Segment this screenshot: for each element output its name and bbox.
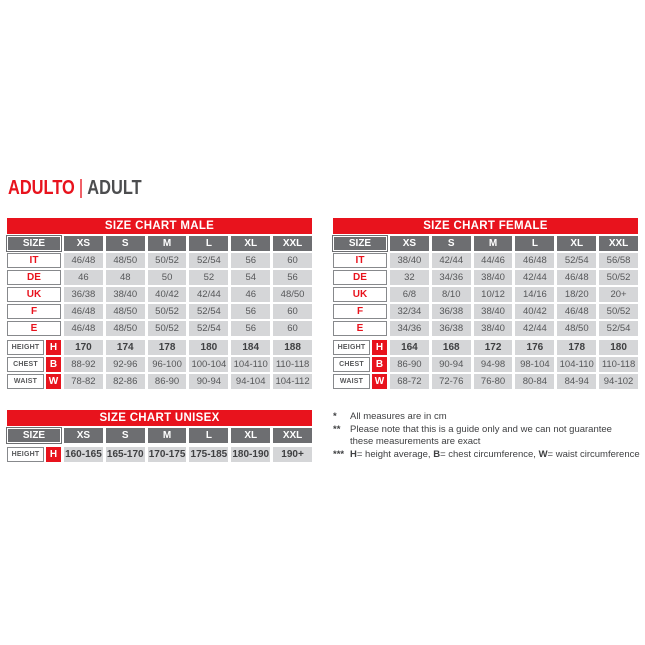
page-title-secondary: ADULT xyxy=(87,177,142,199)
measure-value-cell: 110-118 xyxy=(599,357,638,372)
size-value-cell: 46 xyxy=(64,270,103,285)
size-value-cell: 48/50 xyxy=(106,321,145,336)
measure-label-group xyxy=(7,340,61,355)
measure-value-cell: 170 xyxy=(64,340,103,355)
size-system-label: DE xyxy=(333,270,387,285)
measure-value-cell: 84-94 xyxy=(557,374,596,389)
column-header-l: L xyxy=(189,428,228,443)
size-value-cell: 56 xyxy=(231,321,270,336)
size-system-label: IT xyxy=(333,253,387,268)
measure-value-cell: 94-104 xyxy=(231,374,270,389)
measure-value-cell: 94-98 xyxy=(474,357,513,372)
footnote-item xyxy=(333,449,643,462)
measure-row-label: WAIST xyxy=(333,374,370,389)
measure-value-cell: 94-102 xyxy=(599,374,638,389)
measure-value-cell: 176 xyxy=(515,340,554,355)
footnote-marker: * xyxy=(333,411,337,422)
measure-letter-badge: B xyxy=(372,357,387,372)
column-header-xl: XL xyxy=(231,236,270,251)
size-value-cell: 6/8 xyxy=(390,287,429,302)
size-system-label: F xyxy=(333,304,387,319)
male-column-header-row xyxy=(7,236,312,251)
unisex-chart-banner: SIZE CHART UNISEX xyxy=(7,410,312,426)
size-value-cell: 46/48 xyxy=(515,253,554,268)
size-value-cell: 36/38 xyxy=(64,287,103,302)
size-value-cell: 48/50 xyxy=(106,253,145,268)
female-size-row-uk xyxy=(333,287,638,302)
size-value-cell: 52 xyxy=(189,270,228,285)
measure-letter-badge: W xyxy=(46,374,61,389)
size-value-cell: 56 xyxy=(231,253,270,268)
measure-label-group xyxy=(7,447,61,462)
male-chart-banner: SIZE CHART MALE xyxy=(7,218,312,234)
size-value-cell: 46/48 xyxy=(557,270,596,285)
size-value-cell: 56 xyxy=(273,270,312,285)
column-header-xxl: XXL xyxy=(273,236,312,251)
page-title-divider: | xyxy=(78,177,84,199)
size-value-cell: 50/52 xyxy=(599,304,638,319)
measure-value-cell: 175-185 xyxy=(190,449,228,460)
footnote-segment: = chest circumference, xyxy=(440,448,539,460)
female-size-row-e xyxy=(333,321,638,336)
footnote-segment: = height average, xyxy=(356,448,434,460)
size-value-cell: 48 xyxy=(106,270,145,285)
column-header-xxl: XXL xyxy=(273,428,312,443)
male-measure-rows xyxy=(7,340,312,389)
size-value-cell: 38/40 xyxy=(106,287,145,302)
size-value-cell: 42/44 xyxy=(515,321,554,336)
female-measure-row-chest xyxy=(333,357,638,372)
size-value-cell: 46/48 xyxy=(557,304,596,319)
size-value-cell: 36/38 xyxy=(432,321,471,336)
column-header-s: S xyxy=(432,236,471,251)
footnote-segment: H xyxy=(350,448,357,460)
size-value-cell: 52/54 xyxy=(557,253,596,268)
female-size-row-de xyxy=(333,270,638,285)
size-header-cell: SIZE xyxy=(7,428,61,443)
male-size-row-it xyxy=(7,253,312,268)
size-value-cell: 54 xyxy=(231,270,270,285)
size-value-cell: 34/36 xyxy=(432,270,471,285)
size-value-cell: 38/40 xyxy=(474,270,513,285)
measure-value-cell: 165-170 xyxy=(106,449,144,460)
footnote-line xyxy=(350,449,643,462)
unisex-measure-rows xyxy=(7,447,312,462)
measure-value-cell: 172 xyxy=(474,340,513,355)
measure-label-group xyxy=(333,374,387,389)
size-value-cell: 48/50 xyxy=(557,321,596,336)
female-size-row-f xyxy=(333,304,638,319)
measure-value-cell: 98-104 xyxy=(515,357,554,372)
size-system-label: E xyxy=(333,321,387,336)
unisex-measure-row-height xyxy=(7,447,312,462)
size-value-cell: 36/38 xyxy=(432,304,471,319)
size-value-cell: 50/52 xyxy=(599,270,638,285)
size-value-cell: 46/48 xyxy=(64,304,103,319)
footnote-item xyxy=(333,411,643,424)
measure-value-cell: 168 xyxy=(432,340,471,355)
measure-value-cell: 178 xyxy=(557,340,596,355)
footnote-text xyxy=(350,449,643,462)
footnotes xyxy=(333,411,643,461)
measure-label-group xyxy=(333,340,387,355)
measure-row-label: CHEST xyxy=(7,357,44,372)
measure-value-cell: 170-175 xyxy=(148,449,186,460)
measure-value-cell: 104-110 xyxy=(231,357,270,372)
measure-value-cell: 178 xyxy=(148,340,187,355)
measure-letter-badge: W xyxy=(372,374,387,389)
measure-value-cell: 88-92 xyxy=(64,357,103,372)
size-value-cell: 32/34 xyxy=(390,304,429,319)
male-size-row-f xyxy=(7,304,312,319)
footnote-line xyxy=(350,411,643,424)
column-header-xl: XL xyxy=(557,236,596,251)
male-size-row-e xyxy=(7,321,312,336)
male-measure-row-waist xyxy=(7,374,312,389)
size-system-label: E xyxy=(7,321,61,336)
size-system-label: IT xyxy=(7,253,61,268)
male-measure-row-chest xyxy=(7,357,312,372)
footnote-text xyxy=(350,411,643,424)
measure-value-cell: 104-112 xyxy=(273,374,312,389)
measure-label-group xyxy=(333,357,387,372)
footnote-item xyxy=(333,424,643,449)
measure-value-cell: 76-80 xyxy=(474,374,513,389)
size-value-cell: 52/54 xyxy=(599,321,638,336)
unisex-column-header-row xyxy=(7,428,312,443)
measure-value-cell: 72-76 xyxy=(432,374,471,389)
measure-row-label: HEIGHT xyxy=(333,340,370,355)
measure-value-cell: 86-90 xyxy=(390,357,429,372)
size-value-cell: 46/48 xyxy=(64,253,103,268)
male-size-row-uk xyxy=(7,287,312,302)
column-header-xs: XS xyxy=(390,236,429,251)
size-value-cell: 46 xyxy=(231,287,270,302)
measure-value-cell: 188 xyxy=(273,340,312,355)
measure-letter-badge: B xyxy=(46,357,61,372)
size-value-cell: 50/52 xyxy=(148,321,187,336)
measure-row-label: HEIGHT xyxy=(7,340,44,355)
measure-value-cell: 164 xyxy=(390,340,429,355)
size-header-cell: SIZE xyxy=(7,236,61,251)
size-value-cell: 42/44 xyxy=(432,253,471,268)
size-value-cell: 60 xyxy=(273,304,312,319)
measure-value-cell: 82-86 xyxy=(106,374,145,389)
measure-value-cell: 110-118 xyxy=(273,357,312,372)
footnote-marker: *** xyxy=(333,448,345,460)
measure-value-cell: 92-96 xyxy=(106,357,145,372)
measure-value-cell: 90-94 xyxy=(432,357,471,372)
column-header-m: M xyxy=(148,236,187,251)
measure-value-cell: 180 xyxy=(599,340,638,355)
column-header-m: M xyxy=(474,236,513,251)
footnote-segment: B xyxy=(433,448,441,460)
measure-row-label: WAIST xyxy=(7,374,44,389)
measure-value-cell: 180-190 xyxy=(232,449,270,460)
footnote-line xyxy=(350,436,643,449)
measure-label-group xyxy=(7,357,61,372)
size-value-cell: 32 xyxy=(390,270,429,285)
size-value-cell: 42/44 xyxy=(189,287,228,302)
page-title xyxy=(8,177,142,200)
size-value-cell: 52/54 xyxy=(189,304,228,319)
footnote-line xyxy=(350,424,643,437)
measure-value-cell: 68-72 xyxy=(390,374,429,389)
size-chart-male xyxy=(7,218,312,389)
measure-value-cell: 104-110 xyxy=(557,357,596,372)
measure-value-cell: 86-90 xyxy=(148,374,187,389)
size-value-cell: 50 xyxy=(148,270,187,285)
female-measure-row-waist xyxy=(333,374,638,389)
column-header-s: S xyxy=(106,236,145,251)
measure-value-cell: 174 xyxy=(106,340,145,355)
size-value-cell: 60 xyxy=(273,253,312,268)
size-value-cell: 52/54 xyxy=(189,253,228,268)
column-header-s: S xyxy=(106,428,145,443)
size-value-cell: 44/46 xyxy=(474,253,513,268)
size-value-cell: 40/42 xyxy=(515,304,554,319)
female-column-header-row xyxy=(333,236,638,251)
footnote-segment: All measures are in cm xyxy=(350,411,447,422)
size-value-cell: 56 xyxy=(231,304,270,319)
size-value-cell: 38/40 xyxy=(474,321,513,336)
female-chart-banner: SIZE CHART FEMALE xyxy=(333,218,638,234)
measure-letter-badge: H xyxy=(372,340,387,355)
measure-value-cell: 80-84 xyxy=(515,374,554,389)
size-system-label: DE xyxy=(7,270,61,285)
size-chart-unisex xyxy=(7,410,312,462)
size-value-cell: 48/50 xyxy=(273,287,312,302)
male-size-row-de xyxy=(7,270,312,285)
size-value-cell: 38/40 xyxy=(474,304,513,319)
measure-letter-badge: H xyxy=(46,340,61,355)
measure-value-cell: 96-100 xyxy=(148,357,187,372)
size-value-cell: 42/44 xyxy=(515,270,554,285)
measure-value-cell: 78-82 xyxy=(64,374,103,389)
column-header-xl: XL xyxy=(231,428,270,443)
footnote-segment: W xyxy=(538,448,548,460)
measure-value-cell: 90-94 xyxy=(189,374,228,389)
footnote-segment: these measurements are exact xyxy=(350,436,481,447)
size-value-cell: 50/52 xyxy=(148,304,187,319)
column-header-l: L xyxy=(189,236,228,251)
size-system-label: F xyxy=(7,304,61,319)
footnote-segment: = waist circumference xyxy=(547,448,640,460)
measure-row-label: HEIGHT xyxy=(7,447,44,462)
size-value-cell: 38/40 xyxy=(390,253,429,268)
female-measure-rows xyxy=(333,340,638,389)
size-value-cell: 46/48 xyxy=(64,321,103,336)
size-value-cell: 48/50 xyxy=(106,304,145,319)
column-header-l: L xyxy=(515,236,554,251)
size-header-cell: SIZE xyxy=(333,236,387,251)
measure-value-cell: 180 xyxy=(189,340,228,355)
column-header-xxl: XXL xyxy=(599,236,638,251)
size-system-label: UK xyxy=(7,287,61,302)
footnote-segment: Please note that this is a guide only and we can not guarantee xyxy=(350,423,612,435)
measure-row-label: CHEST xyxy=(333,357,370,372)
size-value-cell: 60 xyxy=(273,321,312,336)
measure-letter-badge: H xyxy=(46,447,61,462)
size-value-cell: 50/52 xyxy=(148,253,187,268)
column-header-xs: XS xyxy=(64,428,103,443)
column-header-xs: XS xyxy=(64,236,103,251)
measure-value-cell: 160-165 xyxy=(65,449,102,460)
measure-label-group xyxy=(7,374,61,389)
footnote-text xyxy=(350,424,643,449)
page-title-primary: ADULTO xyxy=(8,177,75,199)
measure-value-cell: 100-104 xyxy=(191,359,227,370)
size-value-cell: 56/58 xyxy=(599,253,638,268)
size-value-cell: 10/12 xyxy=(474,287,513,302)
size-value-cell: 52/54 xyxy=(189,321,228,336)
female-size-row-it xyxy=(333,253,638,268)
size-value-cell: 14/16 xyxy=(515,287,554,302)
measure-value-cell: 190+ xyxy=(273,447,312,462)
footnote-marker: ** xyxy=(333,423,341,435)
size-value-cell: 40/42 xyxy=(148,287,187,302)
measure-value-cell: 184 xyxy=(231,340,270,355)
column-header-m: M xyxy=(148,428,187,443)
size-value-cell: 34/36 xyxy=(390,321,429,336)
female-measure-row-height xyxy=(333,340,638,355)
size-value-cell: 8/10 xyxy=(432,287,471,302)
size-chart-female xyxy=(333,218,638,389)
size-value-cell: 20+ xyxy=(599,287,638,302)
size-value-cell: 18/20 xyxy=(557,287,596,302)
male-measure-row-height xyxy=(7,340,312,355)
size-system-label: UK xyxy=(333,287,387,302)
